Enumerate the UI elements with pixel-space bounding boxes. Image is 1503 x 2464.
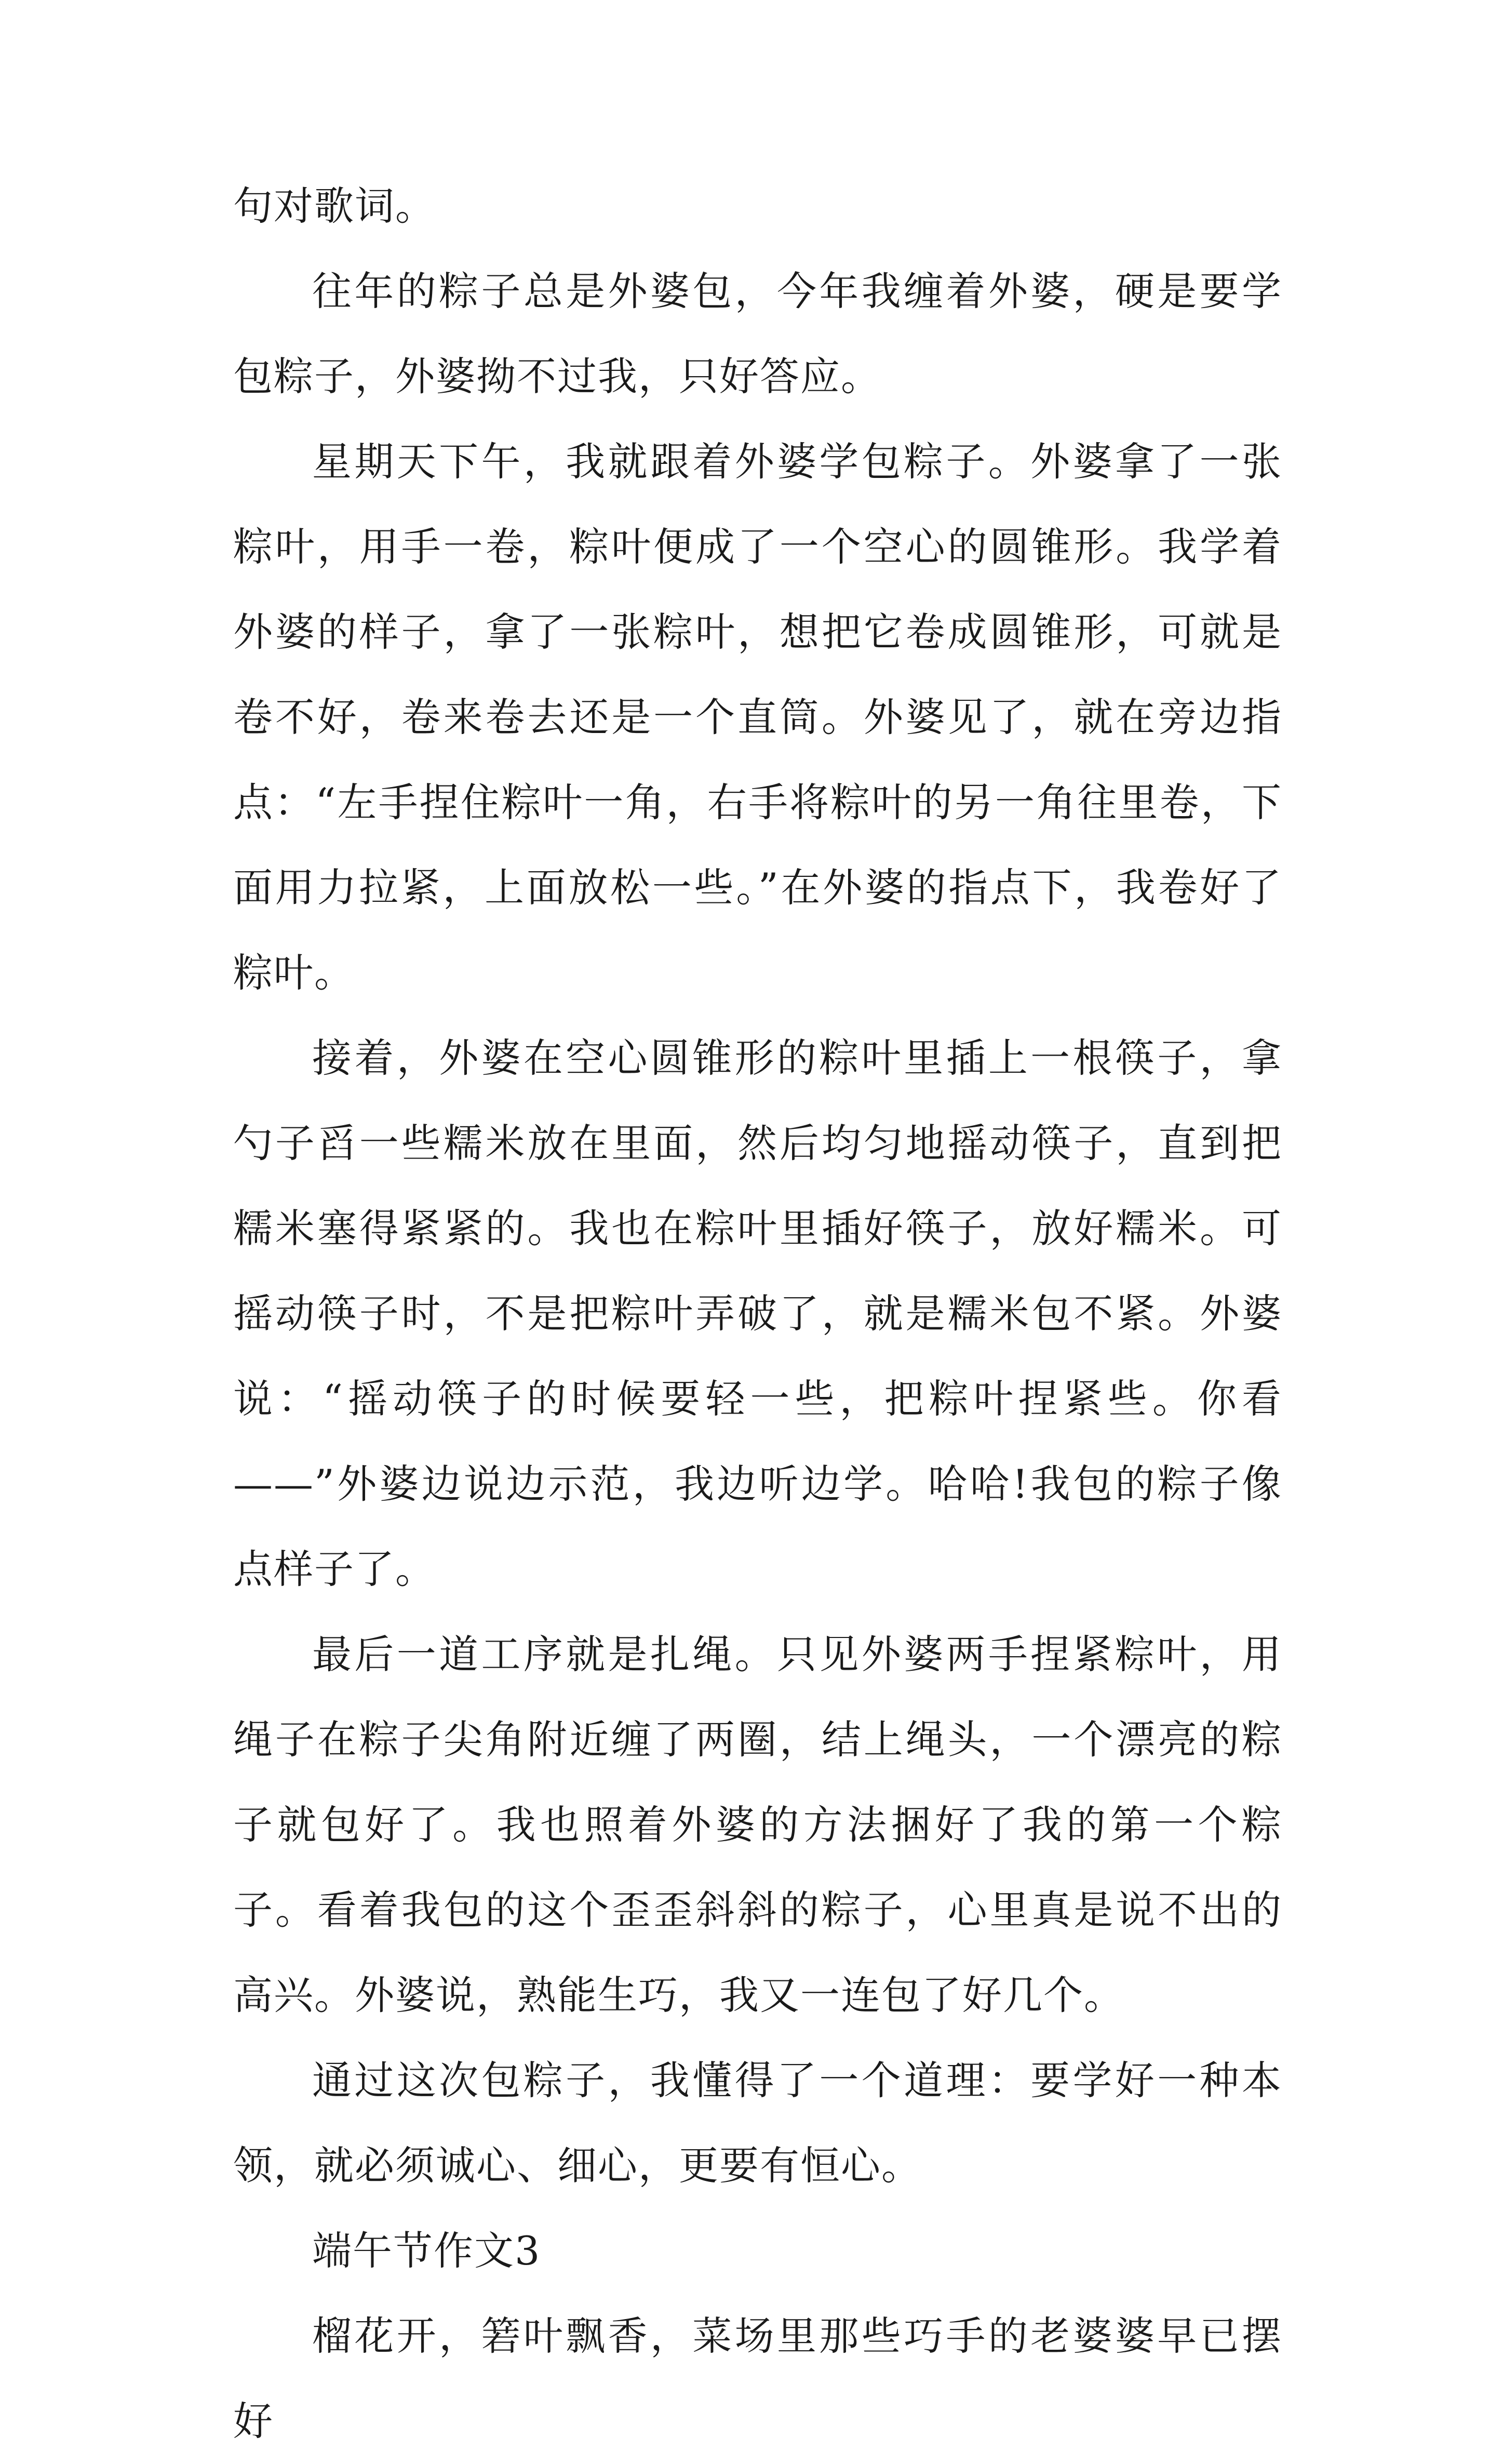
paragraph-3: 星期天下午，我就跟着外婆学包粽子。外婆拿了一张粽叶，用手一卷，粽叶便成了一个空心的圆锥形。我学着外婆的样子，拿了一张粽叶，想把它卷成圆锥形，可就是卷不好，卷来卷去还是一个直筒。外婆见了，就在旁边指点：“左手捏住粽叶一角，右手将粽叶的另一角往里卷，下面用力拉紧，上面放松一些。”在外婆的指点下，我卷好了粽叶。 xyxy=(233,438,1282,996)
paragraph-2: 往年的粽子总是外婆包，今年我缠着外婆，硬是要学包粽子，外婆拗不过我，只好答应。 xyxy=(233,268,1282,399)
paragraph-4: 接着，外婆在空心圆锥形的粽叶里插上一根筷子，拿勺子舀一些糯米放在里面，然后均匀地摇动筷子，直到把糯米塞得紧紧的。我也在粽叶里插好筷子，放好糯米。可摇动筷子时，不是把粽叶弄破了，就是糯米包不紧。外婆说：“摇动筷子的时候要轻一些，把粽叶捏紧些。你看——”外婆边说边示范，我边听边学。哈哈!我包的粽子像点样子了。 xyxy=(233,1035,1282,1592)
document-body xyxy=(233,164,1282,2464)
paragraph-6: 通过这次包粽子，我懂得了一个道理：要学好一种本领，就必须诚心、细心，更要有恒心。 xyxy=(233,2057,1282,2189)
paragraph-5: 最后一道工序就是扎绳。只见外婆两手捏紧粽叶，用绳子在粽子尖角附近缠了两圈，结上绳头，一个漂亮的粽子就包好了。我也照着外婆的方法捆好了我的第一个粽子。看着我包的这个歪歪斜斜的粽子，心里真是说不出的高兴。外婆说，熟能生巧，我又一连包了好几个。 xyxy=(233,1631,1282,2018)
section-heading: 端午节作文3 xyxy=(312,2228,541,2274)
paragraph-7: 榴花开，箬叶飘香，菜场里那些巧手的老婆婆早已摆好 xyxy=(233,2313,1282,2444)
paragraph-1: 句对歌词。 xyxy=(233,183,436,229)
